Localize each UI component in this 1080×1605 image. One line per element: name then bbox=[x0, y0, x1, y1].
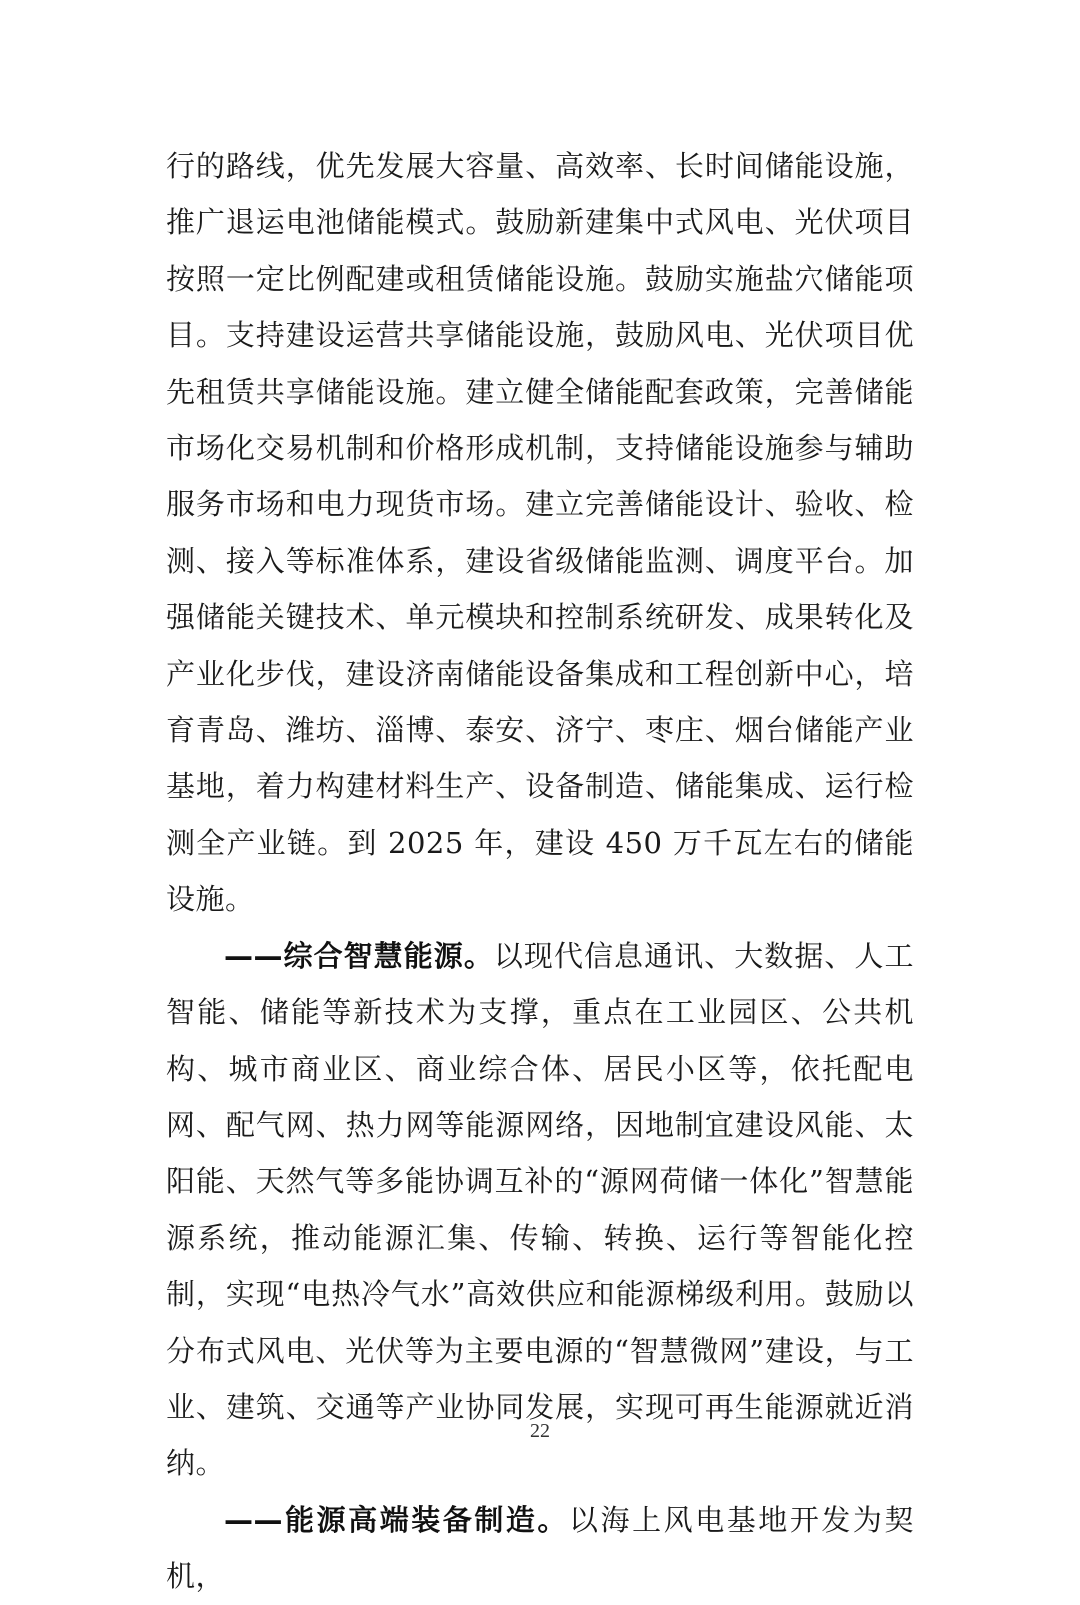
paragraph-text: 以海上风电基地开发为契机， bbox=[166, 1502, 914, 1594]
body-text bbox=[166, 138, 914, 1605]
section-heading: ——能源高端装备制造。 bbox=[224, 1502, 569, 1537]
paragraph-energy-storage bbox=[166, 138, 914, 928]
paragraph-high-end-equipment bbox=[166, 1492, 914, 1605]
paragraph-text: 行的路线，优先发展大容量、高效率、长时间储能设施，推广退运电池储能模式。鼓励新建集中式风电、光伏项目按照一定比例配建或租赁储能设施。鼓励实施盐穴储能项目。支持建设运营共享储能设施，鼓励风电、光伏项目优先租赁共享储能设施。建立健全储能配套政策，完善储能市场化交易机制和价格形成机制，支持储能设施参与辅助服务市场和电力现货市场。建立完善储能设计、验收、检测、接入等标准体系，建设省级储能监测、调度平台。加强储能关键技术、单元模块和控制系统研发、成果转化及产业化步伐，建设济南储能设备集成和工程创新中心，培育青岛、潍坊、淄博、泰安、济宁、枣庄、烟台储能产业基地，着力构建材料生产、设备制造、储能集成、运行检测全产业链。到 2025 年，建设 450 万千瓦左右的储能设施。 bbox=[166, 149, 914, 917]
paragraph-integrated-smart-energy bbox=[166, 928, 914, 1492]
page-number: 22 bbox=[530, 1420, 550, 1442]
section-heading: ——综合智慧能源。 bbox=[224, 938, 494, 973]
paragraph-text: 以现代信息通讯、大数据、人工智能、储能等新技术为支撑，重点在工业园区、公共机构、城市商业区、商业综合体、居民小区等，依托配电网、配气网、热力网等能源网络，因地制宜建设风能、太阳能、天然气等多能协调互补的“源网荷储一体化”智慧能源系统，推动能源汇集、传输、转换、运行等智能化控制，实现“电热冷气水”高效供应和能源梯级利用。鼓励以分布式风电、光伏等为主要电源的“智慧微网”建设，与工业、建筑、交通等产业协同发展，实现可再生能源就近消纳。 bbox=[166, 938, 914, 1481]
